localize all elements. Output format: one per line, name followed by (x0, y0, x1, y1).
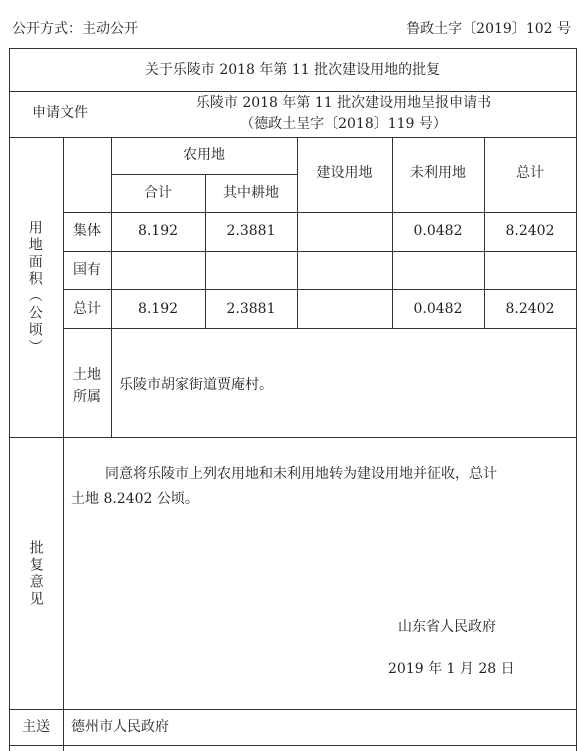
application-label: 申请文件 (32, 105, 88, 121)
header-total: 总计 (516, 165, 544, 181)
row-label-state: 国有 (73, 262, 101, 278)
application-file-line2: （德政土呈字〔2018〕119 号） (240, 116, 447, 132)
header-construction: 建设用地 (316, 165, 373, 181)
document-number: 鲁政土字〔2019〕102 号 (406, 21, 571, 37)
cell-collective-total: 8.2402 (505, 223, 555, 239)
header-unused: 未利用地 (410, 165, 466, 181)
cell-total-cultivated: 2.3881 (226, 301, 276, 317)
row-label-collective: 集体 (73, 223, 101, 239)
cell-total-total: 8.2402 (505, 301, 555, 317)
row-label-total: 总计 (73, 301, 101, 317)
land-owner-value: 乐陵市胡家街道贾庵村。 (119, 377, 273, 393)
application-file-line1: 乐陵市 2018 年第 11 批次建设用地呈报申请书 (195, 95, 492, 111)
land-owner-label-line2: 所属 (73, 389, 101, 405)
recipient-label: 主送 (22, 719, 50, 735)
land-owner-label-line1: 土地 (73, 367, 101, 383)
cell-collective-subtotal: 8.192 (137, 223, 179, 239)
disclosure-method: 公开方式：主动公开 (12, 21, 138, 37)
header-farmland: 农用地 (183, 147, 225, 163)
document-title: 关于乐陵市 2018 年第 11 批次建设用地的批复 (144, 62, 441, 78)
header-cultivated: 其中耕地 (223, 185, 279, 201)
cell-total-subtotal: 8.192 (137, 301, 179, 317)
cell-total-unused: 0.0482 (413, 301, 463, 317)
recipient-value: 德州市人民政府 (71, 719, 169, 735)
approval-text-line2: 土地 8.2402 公顷。 (71, 491, 199, 507)
approval-text-line1: 同意将乐陵市上列农用地和未利用地转为建设用地并征收，总计 (105, 466, 497, 482)
header-subtotal: 合计 (144, 185, 172, 201)
approval-signer: 山东省人民政府 (398, 619, 496, 635)
land-area-label: 用地面积（公顷） (26, 220, 43, 356)
cell-collective-cultivated: 2.3881 (226, 223, 276, 239)
cell-collective-unused: 0.0482 (413, 223, 463, 239)
approval-opinion-label: 批复意见 (27, 540, 44, 608)
approval-date: 2019 年 1 月 28 日 (388, 661, 515, 677)
